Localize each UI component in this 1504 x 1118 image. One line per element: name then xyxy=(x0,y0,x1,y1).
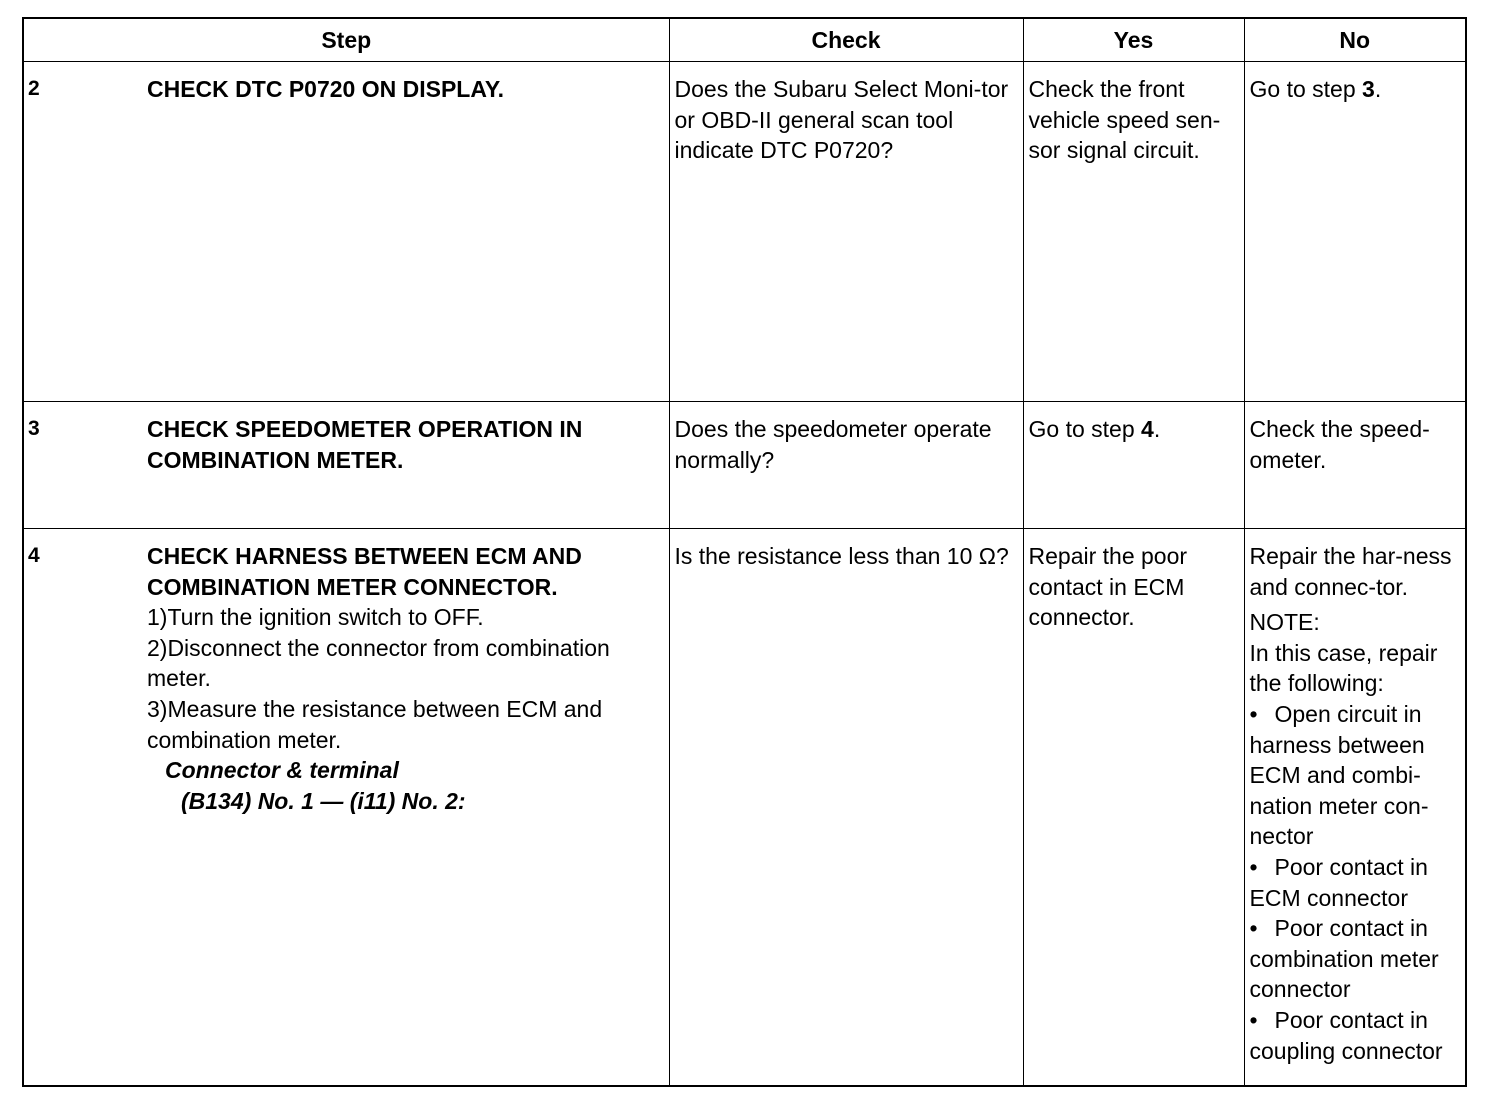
yes-text: Repair the poor contact in ECM connector. xyxy=(1028,543,1188,631)
note-item-text: Open circuit in harness between ECM and combi-nation meter con-nector xyxy=(1249,700,1429,850)
no-text: Repair the har-ness and connec-tor. xyxy=(1249,543,1452,600)
check-text: Does the Subaru Select Moni-tor or OBD-II general scan tool indicate DTC P0720? xyxy=(674,76,1009,164)
no-content xyxy=(1245,529,1466,1066)
note-label: NOTE: xyxy=(1249,609,1320,636)
table-row xyxy=(23,529,1466,1087)
bullet-icon: • xyxy=(1249,915,1258,942)
note-intro: In this case, repair the following: xyxy=(1249,639,1438,697)
step-number: 3 xyxy=(28,417,40,440)
yes-text: Check the front vehicle speed sen-sor signal circuit. xyxy=(1028,76,1221,164)
yes-cell xyxy=(1023,62,1244,402)
bullet-icon: • xyxy=(1249,700,1258,727)
step-title: CHECK DTC P0720 ON DISPLAY. xyxy=(147,76,505,102)
connector-label: Connector & terminal xyxy=(165,757,399,784)
no-step-ref: 3 xyxy=(1362,76,1375,102)
substep: 1)Turn the ignition switch to OFF. xyxy=(147,604,484,631)
diagnostic-table xyxy=(22,17,1467,1087)
step-cell xyxy=(23,62,669,402)
note-item xyxy=(1250,852,1462,913)
yes-text-prefix: Go to step xyxy=(1028,416,1142,442)
bullet-icon: • xyxy=(1249,1006,1258,1033)
step-cell xyxy=(23,402,669,529)
note-item xyxy=(1250,699,1462,852)
step-cell xyxy=(23,529,669,1087)
no-text xyxy=(1245,62,1466,105)
no-text-suffix: . xyxy=(1374,76,1382,102)
yes-text-suffix: . xyxy=(1153,416,1161,442)
check-cell xyxy=(669,402,1023,529)
check-cell xyxy=(669,529,1023,1087)
check-text: Is the resistance less than 10 Ω? xyxy=(674,543,1009,569)
substep: 3)Measure the resistance between ECM and combination meter. xyxy=(147,695,603,753)
check-cell xyxy=(669,62,1023,402)
bullet-icon: • xyxy=(1249,853,1258,880)
yes-step-ref: 4 xyxy=(1141,416,1154,442)
table-row xyxy=(23,62,1466,402)
yes-text xyxy=(1024,402,1244,445)
step-number: 4 xyxy=(28,544,40,567)
header-no: No xyxy=(1244,18,1466,62)
no-cell xyxy=(1244,529,1466,1087)
no-cell xyxy=(1244,62,1466,402)
header-yes: Yes xyxy=(1023,18,1244,62)
connector-terminal-value: (B134) No. 1 — (i11) No. 2: xyxy=(181,787,466,814)
yes-cell xyxy=(1023,529,1244,1087)
no-text-prefix: Go to step xyxy=(1249,76,1363,102)
step-title: CHECK HARNESS BETWEEN ECM AND COMBINATION METER CONNECTOR. xyxy=(147,543,582,600)
check-text: Does the speedometer operate normally? xyxy=(674,416,992,473)
step-number: 2 xyxy=(28,77,40,100)
step-title: CHECK SPEEDOMETER OPERATION IN COMBINATION METER. xyxy=(147,416,583,473)
header-row xyxy=(23,18,1466,62)
header-step: Step xyxy=(23,18,669,62)
note-item-text: Poor contact in coupling connector xyxy=(1249,1006,1443,1064)
substep: 2)Disconnect the connector from combination meter. xyxy=(147,634,610,692)
no-cell xyxy=(1244,402,1466,529)
note-item xyxy=(1250,913,1462,1005)
table-row xyxy=(23,402,1466,529)
note-item xyxy=(1250,1005,1462,1066)
note-item-text: Poor contact in ECM connector xyxy=(1249,853,1428,911)
note-item-text: Poor contact in combination meter connector xyxy=(1249,915,1439,1003)
header-check: Check xyxy=(669,18,1023,62)
no-text: Check the speed-ometer. xyxy=(1249,416,1430,473)
yes-cell xyxy=(1023,402,1244,529)
